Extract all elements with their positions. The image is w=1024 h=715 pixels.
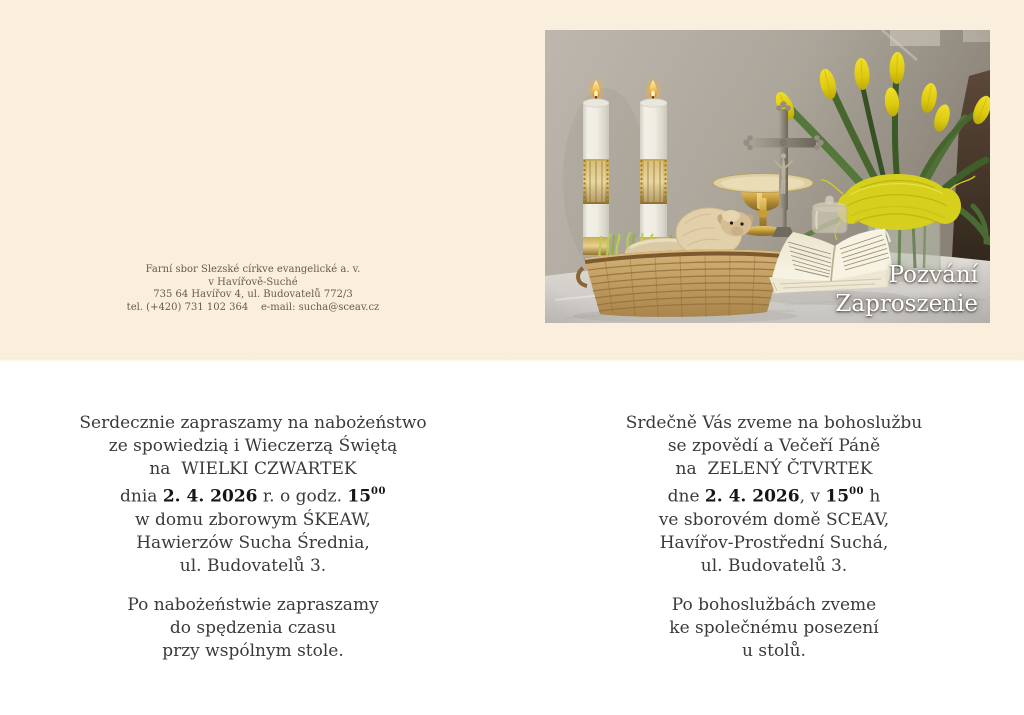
pl-date-line (0, 481, 506, 509)
cz-date-prefix: dne (667, 486, 705, 507)
cz-line-1: Srdečně Vás zveme na bohoslužbu (625, 413, 923, 433)
altar-photo (545, 30, 990, 323)
pl-line-9: do spędzenia czasu (169, 617, 337, 638)
cz-line-6: Havířov-Prostřední Suchá, (659, 532, 889, 553)
cz-line-5: ve sborovém domě SCEAV, (658, 509, 890, 530)
cz-line-2: se zpovědí a Večeří Páně (667, 436, 881, 456)
pl-date-prefix: dnia (120, 486, 163, 507)
cz-date-line (519, 481, 1024, 509)
pl-line-6: Hawierzów Sucha Średnia, (136, 532, 370, 553)
contact-phone-email: tel. (+420) 731 102 364 e-mail: sucha@sceav.cz (126, 301, 380, 313)
pl-date-middle: r. o godz. (257, 486, 348, 507)
overlay-title-czech: Pozvání (888, 262, 978, 288)
cz-time: 15 (825, 486, 850, 507)
pl-line-3: na WIELKI CZWARTEK (149, 459, 357, 479)
pl-line-1: Serdecznie zapraszamy na nabożeństwo (79, 413, 427, 433)
overlay-title-polish: Zaproszenie (835, 290, 978, 317)
contact-city: v Havířově-Suché (208, 276, 298, 288)
contact-name: Farní sbor Slezské církve evangelické a. v. (145, 264, 361, 275)
contact-address: 735 64 Havířov 4, ul. Budovatelů 772/3 (153, 289, 353, 301)
cz-date: 2. 4. 2026 (704, 486, 800, 507)
invitation-polish (0, 412, 506, 663)
cz-time-suffix: h (864, 486, 881, 507)
cz-line-7: ul. Budovatelů 3. (700, 555, 848, 576)
pl-line-5: w domu zborowym ŚKEAW, (135, 509, 371, 530)
pl-time: 15 (347, 486, 372, 507)
cz-line-10: u stolů. (742, 640, 806, 661)
band-edge-divider (0, 358, 1024, 362)
photo-title-overlay (835, 261, 978, 318)
cz-line-8: Po bohoslužbách zveme (671, 594, 877, 615)
pl-line-7: ul. Budovatelů 3. (179, 555, 327, 576)
invitation-czech (519, 412, 1024, 663)
pl-time-sup: 00 (371, 486, 386, 497)
cz-time-sup: 00 (849, 486, 864, 497)
church-contact-block (0, 264, 506, 314)
cz-line-3: na ZELENÝ ČTVRTEK (675, 459, 873, 479)
pl-line-10: przy wspólnym stole. (162, 640, 344, 661)
pl-line-8: Po nabożeństwie zapraszamy (127, 594, 379, 615)
cz-line-9: ke společnému posezení (669, 617, 879, 638)
pl-date: 2. 4. 2026 (162, 486, 258, 507)
pl-line-2: ze spowiedzią i Wieczerzą Świętą (108, 436, 398, 456)
cz-date-middle: , v (799, 486, 826, 507)
